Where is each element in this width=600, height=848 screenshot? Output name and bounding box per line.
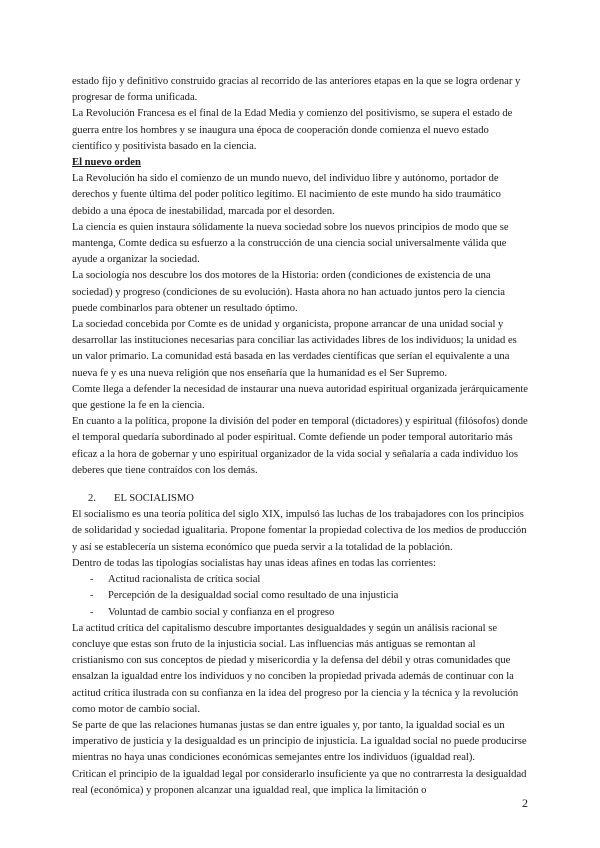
paragraph: La sociedad concebida por Comte es de unidad y organicista, propone arrancar de una unidad social y desarrollar las instituciones necesarias para conciliar las actividades libres de los individuos; la unidad es un valor primario. La comunidad está basada en las verdades científicas que serían el equivalente a una nueva fe y es una nueva religión que nos enseñaría que la humanidad es el Ser Supremo. <box>72 319 517 379</box>
paragraph: La actitud crítica del capitalismo descubre importantes desigualdades y según un análisis racional se concluye que estas son fruto de la injusticia social. Las influencias más antiguas se remontan al cristianismo con sus conceptos de piedad y misericordia y la defensa del débil y otras comunidades que ensalzan la igualdad entre los individuos y no conciben la propiedad privada además de continuar con la actitud crítica ilustrada con su confianza en la idea del progreso por la ciencia y la técnica y la revolución como motor de cambio social. <box>72 622 519 715</box>
list-marker: - <box>90 590 94 602</box>
section-heading <box>88 491 528 507</box>
ideas-list <box>72 572 528 621</box>
list-marker: - <box>90 606 94 618</box>
list-item <box>72 605 528 621</box>
section-title: EL SOCIALISMO <box>114 493 194 505</box>
paragraph: La Revolución ha sido el comienzo de un mundo nuevo, del individuo libre y autónomo, portador de derechos y fuente última del poder político legítimo. El nacimiento de este mundo ha sido traumático debido a una época de inestabilidad, marcada por el desorden. <box>72 173 501 217</box>
subheading-nuevo-orden: El nuevo orden <box>72 157 141 169</box>
paragraph: La ciencia es quien instaura sólidamente la nueva sociedad sobre los nuevos principios de modo que se mantenga, Comte dedica su esfuerzo a la construcción de una ciencia social universalmente válida que ayude a organizar la sociedad. <box>72 221 509 266</box>
list-item <box>72 588 528 604</box>
section-number: 2. <box>88 493 96 505</box>
list-item-text: Percepción de la desigualdad social como resultado de una injusticia <box>108 590 399 602</box>
paragraph: Comte llega a defender la necesidad de instaurar una nueva autoridad espiritual organizada jerárquicamente que gestione la fe en la ciencia. <box>72 383 529 412</box>
paragraph: estado fijo y definitivo construido gracias al recorrido de las anteriores etapas en la que se logra ordenar y progresar de forma unificada. <box>72 76 521 104</box>
paragraph: La sociología nos descubre los dos motores de la Historia: orden (condiciones de existencia de una sociedad) y progreso (condiciones de su evolución). Hasta ahora no han actuado juntos pero la ciencia puede combinarlos para obtener un resultado óptimo. <box>72 270 506 314</box>
list-item <box>72 572 528 588</box>
paragraph: Se parte de que las relaciones humanas justas se dan entre iguales y, por tanto, la igualdad social es un imperativo de justicia y la desigualdad es un principio de injusticia. La igualdad social no puede producirse mientras no haya unas condiciones económicas semejantes entre los individuos (igualdad real). <box>72 719 527 764</box>
paragraph: La Revolución Francesa es el final de la Edad Media y comienzo del positivismo, se supera el estado de guerra entre los hombres y se inaugura una época de cooperación donde comienza el nuevo estado científico y positivista basado en la ciencia. <box>72 108 513 152</box>
list-marker: - <box>90 574 94 586</box>
list-item-text: Voluntad de cambio social y confianza en el progreso <box>108 606 335 618</box>
paragraph: El socialismo es una teoría política del siglo XIX, impulsó las luchas de los trabajadores con los principios de solidaridad y sociedad igualitaria. Propone fomentar la propiedad colectiva de los medios de producción y así se establecería un sistema económico que pueda servir a la totalidad de la población. <box>72 509 527 553</box>
paragraph: Critican el principio de la igualdad legal por considerarlo insuficiente ya que no contrarresta la desigualdad real (económica) y proponen alcanzar una igualdad real, que implica la limitación o <box>72 768 527 796</box>
page-number: 2 <box>522 796 528 810</box>
list-item-text: Actitud racionalista de crítica social <box>108 574 261 586</box>
paragraph: En cuanto a la política, propone la división del poder en temporal (dictadores) y espiritual (filósofos) donde el temporal quedaría subordinado al poder espiritual. Comte defiende un poder temporal autoritario más eficaz a la hora de gobernar y uno espiritual organizador de la vida social y señalaría a cada individuo los deberes que tiene contraídos con los demás. <box>72 416 528 476</box>
paragraph: Dentro de todas las tipologías socialistas hay unas ideas afines en todas las corrientes: <box>72 557 436 569</box>
section-socialismo <box>72 491 528 507</box>
document-page <box>72 74 528 799</box>
